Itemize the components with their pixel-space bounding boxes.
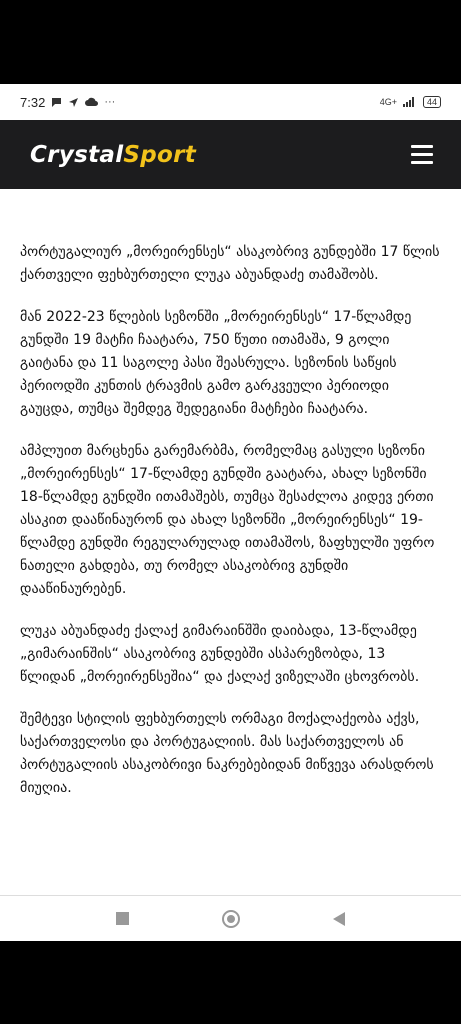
article-body (0, 189, 461, 895)
top-bezel (0, 0, 461, 84)
status-right (380, 96, 441, 108)
network-type: 4G+ (379, 97, 397, 107)
cloud-icon (85, 97, 98, 107)
status-time: 7:32 (20, 94, 46, 110)
more-notifications-icon: ··· (104, 96, 116, 108)
status-left (20, 95, 115, 110)
site-logo[interactable] (30, 142, 196, 168)
battery-icon: 44 (423, 96, 441, 108)
article-paragraph: შემტევი სტილის ფეხბურთელს ორმაგი მოქალაქეობა აქვს, საქართველოსი და პორტუგალიის. მას საქართველოს ან პორტუგალიის ასაკობრივი ნაკრებებიდან მიწვევა არასდროს მიუღია. (20, 711, 434, 796)
recents-square-icon[interactable] (116, 912, 129, 925)
bottom-bezel (0, 941, 461, 1024)
article-paragraph: ამპლუით მარცხენა გარემარბმა, რომელმაც გასული სეზონი „მორეირენსეს“ 17-წლამდე გუნდში გაატარა, ახალ სეზონში 18-წლამდე გუნდში ითამაშებს, თუმცა შესაძლოა კიდევ ერთი ასაკით დააწინაურონ და ახალ სეზონში „მორეირენსეს“ 19-წლამდე გუნდში რეგულარულად ითამაშოს, ზაფხულში უფრო ნათელი გახდება, თუ რომელ ასაკობრივ გუნდში დააწინაურებენ. (20, 443, 435, 597)
back-triangle-icon[interactable] (333, 912, 345, 926)
system-nav-bar (0, 896, 461, 941)
hamburger-menu-icon[interactable] (411, 145, 433, 164)
site-header (0, 120, 461, 189)
navigation-arrow-icon (68, 97, 79, 108)
article-paragraph: ლუკა აბუანდაძე ქალაქ გიმარაინშში დაიბადა, 13-წლამდე „გიმარაინშის“ ასაკობრივ გუნდებში ასპარეზობდა, 13 წლიდან „მორეირენსეშია“ და ქალაქ ვიზელაში ცხოვრობს. (20, 623, 420, 685)
chat-bubble-icon (51, 97, 62, 108)
logo-text-crystal: Crystal (30, 141, 124, 168)
home-circle-icon[interactable] (222, 910, 240, 928)
status-bar (0, 84, 461, 120)
signal-strength-icon (403, 97, 417, 107)
article-paragraph: მან 2022-23 წლების სეზონში „მორეირენსეს“ 17-წლამდე გუნდში 19 მატჩი ჩაატარა, 750 წუთი ითამაშა, 9 გოლი გაიტანა და 11 საგოლე პასი შეასრულა. სეზონის საწყის პერიოდში კუნთის ტრავმის გამო გარკვეული პერიოდი გაუცდა, თუმცა შემდეგ შედეგიანი მატჩები ჩაატარა. (20, 309, 412, 417)
article-paragraph: პორტუგალიურ „მორეირენსეს“ ასაკობრივ გუნდებში 17 წლის ქართველი ფეხბურთელი ლუკა აბუანდაძე თამაშობს. (20, 244, 440, 283)
logo-text-sport: Sport (123, 141, 197, 168)
